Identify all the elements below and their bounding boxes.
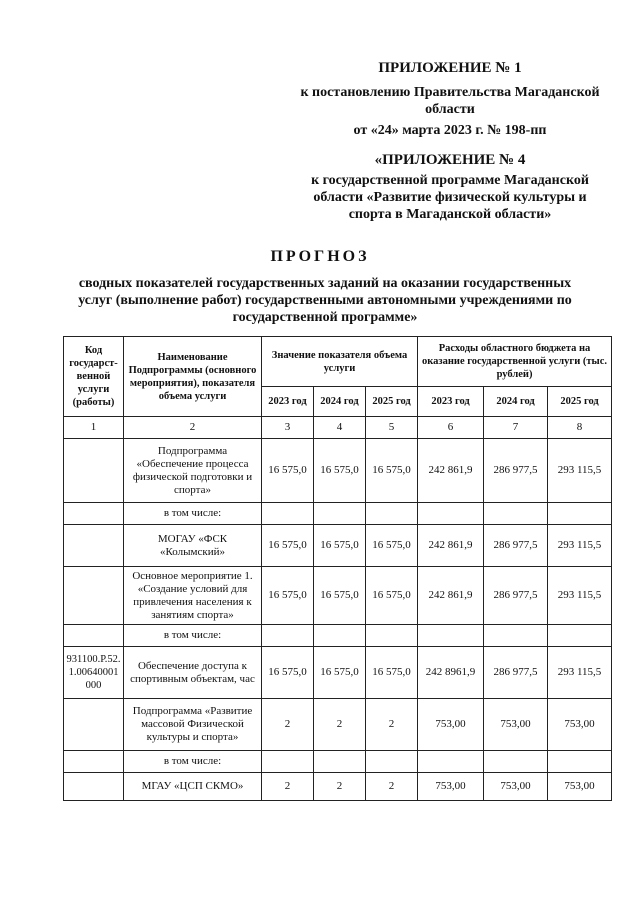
cell-name: Подпрограмма «Развитие массовой Физической культуры и спорта» [124, 699, 262, 751]
cell-v2: 16 575,0 [314, 567, 366, 625]
cell-e2 [484, 625, 548, 647]
cell-name: в том числе: [124, 503, 262, 525]
cell-v3 [366, 751, 418, 773]
cell-e2: 753,00 [484, 773, 548, 801]
table-row [64, 439, 612, 503]
cell-v3: 16 575,0 [366, 525, 418, 567]
cell-v2: 2 [314, 699, 366, 751]
table-row [64, 567, 612, 625]
cell-name: Обеспечение доступа к спортивным объектам, час [124, 647, 262, 699]
cell-e2: 286 977,5 [484, 647, 548, 699]
cell-code [64, 773, 124, 801]
cell-v3 [366, 503, 418, 525]
header-value-group: Значение показателя объема услуги [262, 337, 418, 387]
cell-e3: 293 115,5 [548, 525, 612, 567]
header-year: 2023 год [262, 387, 314, 417]
cell-v1 [262, 751, 314, 773]
cell-v1 [262, 503, 314, 525]
cell-e1: 242 8961,9 [418, 647, 484, 699]
cell-name: МОГАУ «ФСК «Колымский» [124, 525, 262, 567]
table-row [64, 525, 612, 567]
column-number: 4 [314, 417, 366, 439]
document-title: ПРОГНОЗ [270, 248, 370, 265]
cell-v1: 16 575,0 [262, 525, 314, 567]
cell-e2: 286 977,5 [484, 525, 548, 567]
cell-e2: 286 977,5 [484, 439, 548, 503]
header-name: Наименование Подпрограммы (основного мероприятия), показателя объема услуги [124, 337, 262, 417]
cell-v2 [314, 503, 366, 525]
cell-name: МГАУ «ЦСП СКМО» [124, 773, 262, 801]
cell-e3: 293 115,5 [548, 439, 612, 503]
cell-v1 [262, 625, 314, 647]
column-number: 5 [366, 417, 418, 439]
column-number: 7 [484, 417, 548, 439]
cell-v2: 2 [314, 773, 366, 801]
cell-e1: 753,00 [418, 699, 484, 751]
cell-e1: 753,00 [418, 773, 484, 801]
cell-e2: 286 977,5 [484, 567, 548, 625]
cell-code [64, 625, 124, 647]
cell-v2: 16 575,0 [314, 647, 366, 699]
appendix4-title: «ПРИЛОЖЕНИЕ № 4 [374, 152, 526, 168]
cell-v1: 2 [262, 773, 314, 801]
cell-e1 [418, 751, 484, 773]
column-number: 8 [548, 417, 612, 439]
cell-e2: 753,00 [484, 699, 548, 751]
cell-code [64, 439, 124, 503]
cell-v2 [314, 625, 366, 647]
cell-v3: 16 575,0 [366, 439, 418, 503]
column-number: 3 [262, 417, 314, 439]
header-year: 2023 год [418, 387, 484, 417]
cell-e3 [548, 503, 612, 525]
cell-code [64, 751, 124, 773]
cell-code [64, 699, 124, 751]
table-row [64, 699, 612, 751]
header-year: 2024 год [484, 387, 548, 417]
cell-v1: 16 575,0 [262, 439, 314, 503]
cell-v3 [366, 625, 418, 647]
cell-code [64, 525, 124, 567]
header-expense-group: Расходы областного бюджета на оказание государственной услуги (тыс. рублей) [418, 337, 612, 387]
cell-e1: 242 861,9 [418, 567, 484, 625]
header-year: 2024 год [314, 387, 366, 417]
table-row [64, 773, 612, 801]
table-row [64, 503, 612, 525]
cell-e3 [548, 751, 612, 773]
header-code: Код государст-венной услуги (работы) [64, 337, 124, 417]
cell-e1: 242 861,9 [418, 525, 484, 567]
forecast-table [63, 336, 612, 801]
appendix1-title: ПРИЛОЖЕНИЕ № 1 [378, 60, 522, 76]
cell-e2 [484, 503, 548, 525]
cell-e1 [418, 625, 484, 647]
table-row [64, 751, 612, 773]
cell-e3: 753,00 [548, 773, 612, 801]
cell-e3: 753,00 [548, 699, 612, 751]
cell-v3: 16 575,0 [366, 567, 418, 625]
cell-v2: 16 575,0 [314, 525, 366, 567]
cell-code [64, 503, 124, 525]
cell-v3: 2 [366, 773, 418, 801]
cell-v2 [314, 751, 366, 773]
cell-code [64, 567, 124, 625]
cell-e2 [484, 751, 548, 773]
appendix1-decree-line: к постановлению Правительства Магаданской области [300, 85, 600, 117]
document-subtitle: сводных показателей государственных заданий на оказании государственных услуг (выполнение работ) государственными автономными учреждениями по государственной программе» [78, 276, 572, 325]
table-row [64, 647, 612, 699]
cell-v2: 16 575,0 [314, 439, 366, 503]
cell-name: в том числе: [124, 751, 262, 773]
table-row [64, 625, 612, 647]
cell-name: Основное мероприятие 1. «Создание условий для привлечения населения к занятиям спорта» [124, 567, 262, 625]
cell-v3: 2 [366, 699, 418, 751]
cell-v1: 16 575,0 [262, 567, 314, 625]
cell-code: 931100.Р.52.1.00640001000 [64, 647, 124, 699]
appendix1-date-line: от «24» марта 2023 г. № 198-пп [353, 123, 547, 138]
cell-v3: 16 575,0 [366, 647, 418, 699]
cell-e3 [548, 625, 612, 647]
cell-v1: 2 [262, 699, 314, 751]
cell-e1 [418, 503, 484, 525]
cell-e1: 242 861,9 [418, 439, 484, 503]
column-number: 6 [418, 417, 484, 439]
cell-v1: 16 575,0 [262, 647, 314, 699]
cell-name: в том числе: [124, 625, 262, 647]
cell-name: Подпрограмма «Обеспечение процесса физической подготовки и спорта» [124, 439, 262, 503]
header-year: 2025 год [548, 387, 612, 417]
cell-e3: 293 115,5 [548, 567, 612, 625]
header-year: 2025 год [366, 387, 418, 417]
appendix4-description: к государственной программе Магаданской области «Развитие физической культуры и спорта в Магаданской области» [311, 173, 589, 222]
column-number: 2 [124, 417, 262, 439]
cell-e3: 293 115,5 [548, 647, 612, 699]
column-number: 1 [64, 417, 124, 439]
